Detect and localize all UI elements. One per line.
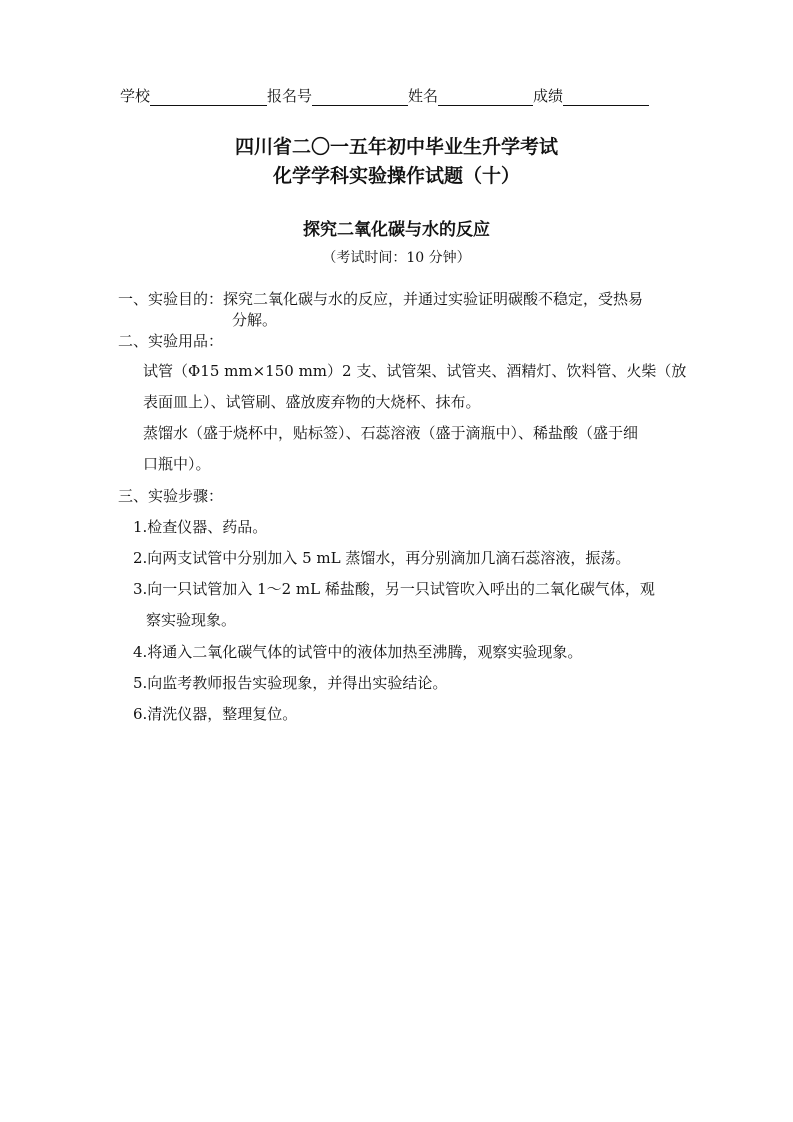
school-label: 学校 <box>120 87 151 105</box>
step-6: 6.清洗仪器，整理复位。 <box>133 705 298 723</box>
experiment-title: 探究二氧化碳与水的反应 <box>303 220 490 240</box>
exam-subtitle: 化学学科实验操作试题（十） <box>272 165 520 187</box>
materials-line-3: 蒸馏水（盛于烧杯中，贴标签）、石蕊溶液（盛于滴瓶中）、稀盐酸（盛于细 <box>143 424 639 442</box>
exam-title: 四川省二〇一五年初中毕业生升学考试 <box>234 136 558 158</box>
materials-heading: 二、实验用品： <box>118 332 224 350</box>
materials-line-4: 口瓶中）。 <box>143 455 211 473</box>
exam-duration: （考试时间：10 分钟） <box>322 250 471 266</box>
score-label: 成绩 <box>533 87 564 105</box>
candidate-info-line <box>120 85 649 106</box>
steps-heading: 三、实验步骤： <box>118 487 224 505</box>
step-2: 2.向两支试管中分别加入 5 mL 蒸馏水，再分别滴加几滴石蕊溶液，振荡。 <box>133 549 631 567</box>
purpose-text-continued: 分解。 <box>232 311 278 329</box>
step-4: 4.将通入二氧化碳气体的试管中的液体加热至沸腾，观察实验现象。 <box>133 643 583 661</box>
name-field[interactable] <box>438 89 533 106</box>
materials-line-1: 试管（Φ15 mm×150 mm）2 支、试管架、试管夹、酒精灯、饮料管、火柴（放 <box>143 362 687 380</box>
step-3: 3.向一只试管加入 1～2 mL 稀盐酸，另一只试管吹入呼出的二氧化碳气体，观 <box>133 580 655 598</box>
purpose-text: 一、实验目的：探究二氧化碳与水的反应，并通过实验证明碳酸不稳定，受热易 <box>118 290 644 308</box>
registration-number-field[interactable] <box>312 89 408 106</box>
school-field[interactable] <box>150 89 267 106</box>
materials-line-2: 表面皿上）、试管刷、盛放废弃物的大烧杯、抹布。 <box>143 393 481 411</box>
step-1: 1.检查仪器、药品。 <box>133 518 268 536</box>
step-5: 5.向监考教师报告实验现象，并得出实验结论。 <box>133 674 448 692</box>
registration-number-label: 报名号 <box>267 87 313 105</box>
name-label: 姓名 <box>408 87 439 105</box>
score-field[interactable] <box>563 89 649 106</box>
step-3-continued: 察实验现象。 <box>146 611 237 629</box>
